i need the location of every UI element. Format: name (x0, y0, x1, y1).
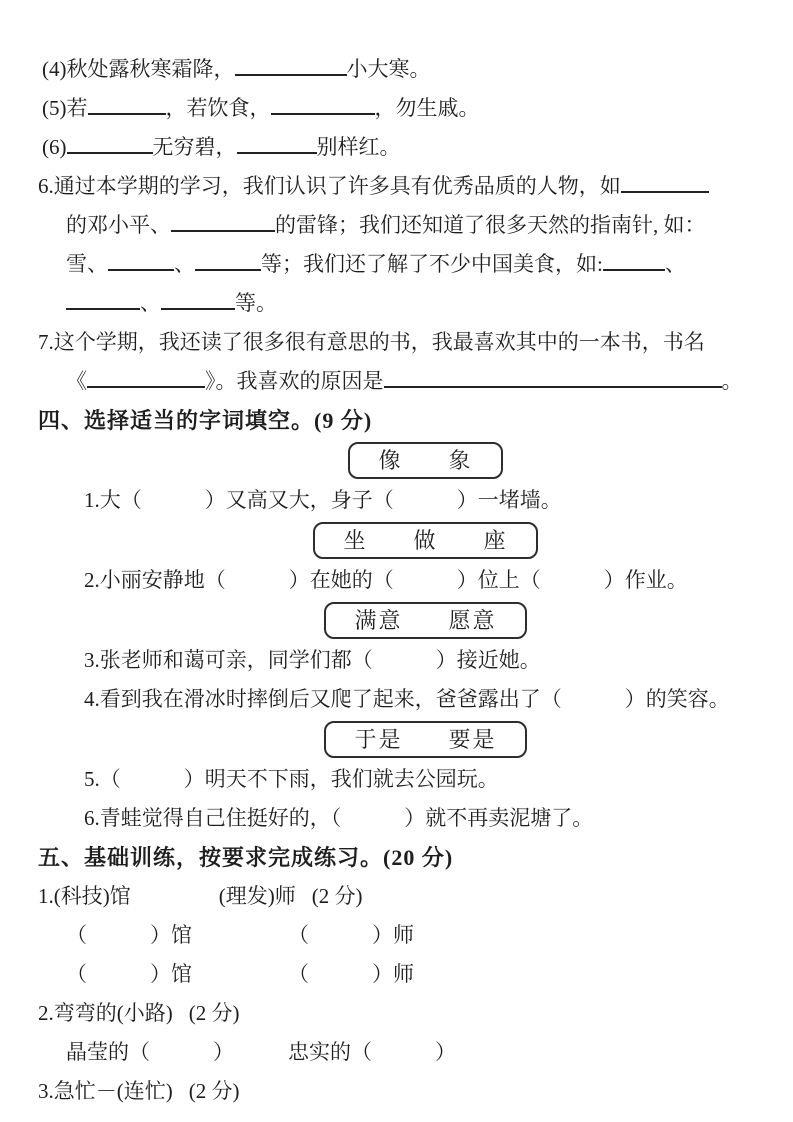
blank-underline (67, 132, 153, 154)
q7-l2a-text: 《 (66, 369, 87, 393)
item6-p2: 无穷碧， (152, 135, 237, 159)
q6-l4a-text: 、 (140, 291, 161, 315)
q7-l1-text: 7.这个学期，我还读了很多很有意思的书，我最喜欢其中的一本书，书名 (38, 330, 705, 354)
section4-item-3: 3.张老师和蔼可亲，同学们都（ ）接近她。 (84, 648, 541, 672)
question6-line3 (66, 245, 757, 284)
word-bank-box-3 (324, 602, 526, 639)
section4-item-2: 2.小丽安静地（ ）在她的（ ）位上（ ）作业。 (84, 568, 688, 592)
word-bank-word: 像 (378, 448, 403, 473)
q6-l2a-text: 的邓小平、 (66, 213, 171, 237)
word-bank-box-1 (348, 442, 502, 479)
q6-l1-text: 6.通过本学期的学习，我们认识了许多具有优秀品质的人物，如 (38, 174, 621, 198)
q6-l3b-text: 、 (174, 252, 195, 276)
blank-underline (195, 249, 261, 271)
q1-title-b: (理发)师 (218, 884, 296, 908)
section5-q2-row (66, 1033, 757, 1072)
blank-underline (621, 171, 709, 193)
item4-post: 小大寒。 (346, 57, 431, 81)
word-bank-word: 做 (413, 528, 438, 553)
q6-l3a-text: 雪、 (66, 252, 108, 276)
q3-title: 3.急忙－(连忙) (38, 1079, 173, 1103)
question6-line4 (66, 284, 757, 323)
item4-pre: (4)秋处露秋寒霜降， (42, 57, 235, 81)
blank-underline (235, 54, 347, 76)
q1-row1-a: （ ）馆 (66, 923, 192, 947)
blank-underline (87, 366, 205, 388)
q1-row1-b: （ ）师 (288, 923, 414, 947)
blank-underline (384, 366, 722, 388)
section5-heading: 五、基础训练，按要求完成练习。(20 分) (38, 845, 454, 870)
q1-title-a: 1.(科技)馆 (38, 884, 131, 908)
q6-l3c-text: 等；我们还了解了不少中国美食，如: (261, 252, 603, 276)
q2-a: 晶莹的（ ） (66, 1040, 234, 1064)
line-item4 (42, 50, 757, 89)
blank-underline (271, 93, 375, 115)
blank-underline (237, 132, 317, 154)
q2-score: (2 分) (188, 1001, 240, 1025)
question7-line1 (38, 323, 757, 362)
item5-p1: (5)若 (42, 96, 88, 120)
q6-l4b-text: 等。 (235, 291, 277, 315)
section5-q1-row-2 (66, 955, 757, 994)
blank-underline (66, 288, 140, 310)
section5-q1-row-1 (66, 916, 757, 955)
section4-heading: 四、选择适当的字词填空。(9 分) (38, 408, 373, 433)
question7-line2 (66, 362, 757, 401)
blank-underline (171, 210, 275, 232)
section5-q3-title (38, 1072, 757, 1111)
blank-underline (88, 93, 166, 115)
q1-row2-a: （ ）馆 (66, 962, 192, 986)
word-bank-word: 座 (483, 528, 508, 553)
item5-p2: ，若饮食， (165, 96, 271, 120)
word-bank-word: 于是 (354, 727, 403, 752)
word-bank-word: 满意 (354, 608, 403, 633)
blank-underline (603, 249, 665, 271)
q6-l2b-text: 的雷锋；我们还知道了很多天然的指南针, 如： (275, 213, 706, 237)
word-bank-word: 要是 (448, 727, 497, 752)
section4-item-4: 4.看到我在滑冰时摔倒后又爬了起来，爸爸露出了（ ）的笑容。 (84, 687, 730, 711)
word-bank-word: 坐 (343, 528, 368, 553)
section4-item-1: 1.大（ ）又高又大，身子（ ）一堵墙。 (84, 488, 562, 512)
word-bank-word: 象 (448, 448, 473, 473)
word-bank-word: 愿意 (448, 608, 497, 633)
section5-q2-title (38, 994, 757, 1033)
q3-score: (2 分) (188, 1079, 240, 1103)
item6-p1: (6) (42, 135, 67, 159)
blank-underline (161, 288, 235, 310)
word-bank-box-4 (324, 721, 526, 758)
q1-score: (2 分) (311, 884, 363, 908)
blank-underline (108, 249, 174, 271)
q2-title: 2.弯弯的(小路) (38, 1001, 173, 1025)
line-item6 (42, 128, 757, 167)
section4-item-6: 6.青蛙觉得自己住挺好的，（ ）就不再卖泥塘了。 (84, 806, 594, 830)
q6-l3d-text: 、 (664, 252, 686, 276)
q2-b: 忠实的（ ） (288, 1040, 456, 1064)
q7-l2b-text: 》。我喜欢的原因是 (205, 369, 384, 393)
item5-p3: ，勿生戚。 (374, 96, 480, 120)
q7-l2c-text: 。 (721, 369, 743, 393)
question6-line2 (66, 206, 757, 245)
q1-row2-b: （ ）师 (288, 962, 414, 986)
line-item5 (42, 89, 757, 128)
item6-p3: 别样红。 (316, 135, 401, 159)
word-bank-box-2 (313, 522, 537, 559)
section4-item-5: 5.（ ）明天不下雨，我们就去公园玩。 (84, 767, 499, 791)
question6-line1 (38, 167, 757, 206)
section5-q1-title (38, 877, 757, 916)
